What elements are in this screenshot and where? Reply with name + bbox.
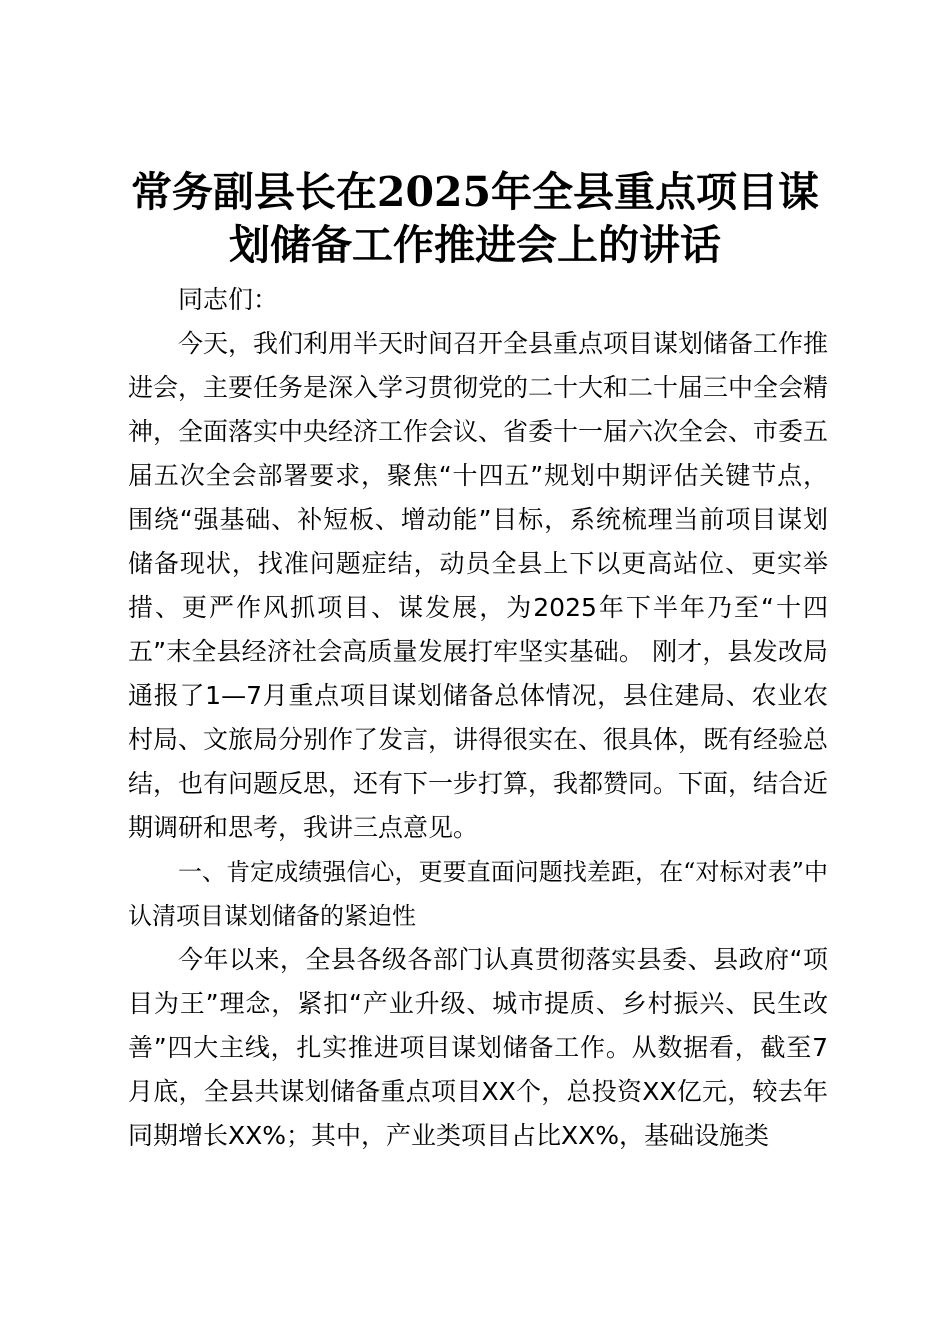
document-title: 常务副县长在2025年全县重点项目谋划储备工作推进会上的讲话 — [130, 168, 820, 269]
salutation: 同志们： — [178, 285, 279, 314]
document-body — [128, 278, 828, 1158]
section-paragraph: 今年以来，全县各级各部门认真贯彻落实县委、县政府“项目为王”理念，紧扣“产业升级、城市提质、乡村振兴、民生改善”四大主线，扎实推进项目谋划储备工作。从数据看，截至7月底，全县共谋划储备重点项目XX个，总投资XX亿元，较去年同期增长XX%；其中，产业类项目占比XX%，基础设施类 — [128, 945, 828, 1150]
section-heading: 一、肯定成绩强信心，更要直面问题找差距，在“对标对表”中认清项目谋划储备的紧迫性 — [128, 858, 828, 930]
intro-paragraph: 今天，我们利用半天时间召开全县重点项目谋划储备工作推进会，主要任务是深入学习贯彻党的二十大和二十届三中全会精神，全面落实中央经济工作会议、省委十一届六次全会、市委五届五次全会部署要求，聚焦“十四五”规划中期评估关键节点，围绕“强基础、补短板、增动能”目标，系统梳理当前项目谋划储备现状，找准问题症结，动员全县上下以更高站位、更实举措、更严作风抓项目、谋发展，为2025年下半年乃至“十四五”末全县经济社会高质量发展打牢坚实基础。 刚才，县发改局通报了1—7月重点项目谋划储备总体情况，县住建局、农业农村局、文旅局分别作了发言，讲得很实在、很具体，既有经验总结，也有问题反思，还有下一步打算，我都赞同。下面，结合近期调研和思考，我讲三点意见。 — [128, 329, 829, 842]
